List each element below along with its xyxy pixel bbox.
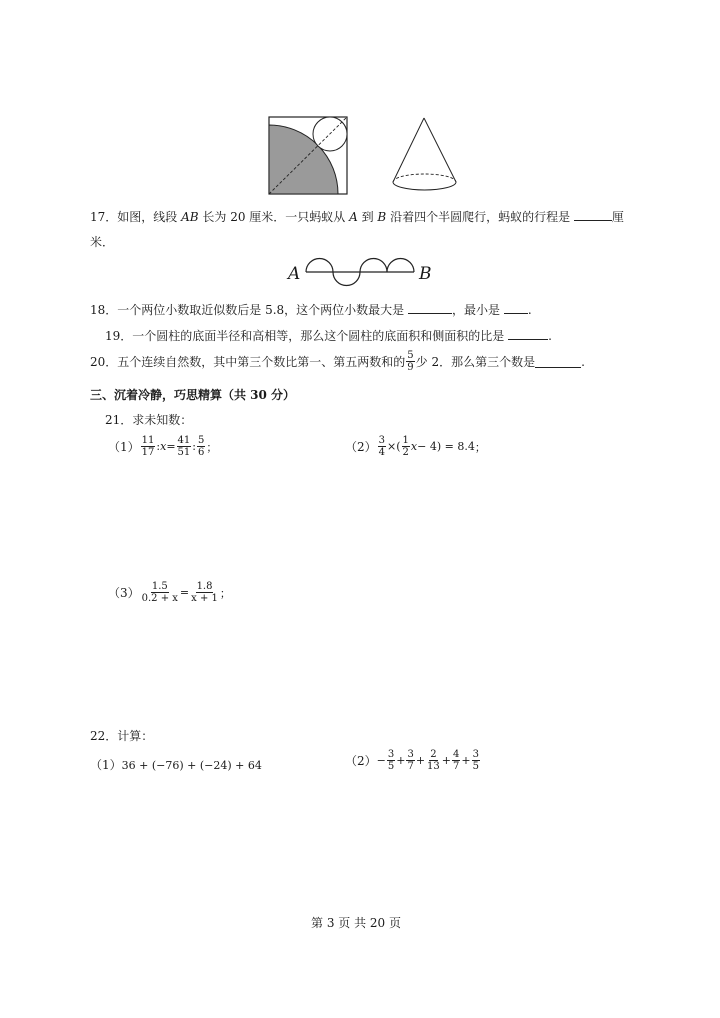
q17-text-b: 长为 20 厘米．一只蚂蚁从	[198, 210, 350, 224]
cone-figure	[390, 116, 462, 194]
q21-p3-label: （3）	[108, 585, 140, 600]
q17-answer-blank[interactable]	[574, 208, 612, 221]
q22-p1-label: （1）	[90, 758, 122, 772]
question-19	[105, 327, 552, 344]
q20-text-a: 20．五个连续自然数，其中第三个数比第一、第五两数和的	[90, 354, 406, 369]
q18-text-b: ，最小是	[452, 303, 504, 317]
section-3-title: 三、沉着冷静，巧思精算（共 30 分）	[90, 388, 296, 402]
page-footer: 第 3 页 共 20 页	[311, 916, 401, 930]
q21-p2-label: （2）	[345, 439, 377, 454]
q21-part3: （3） $\frac{1.5}{0.2 + x}$ = $\frac{1.8}{x + 1}$ ；	[108, 581, 231, 604]
q17-label-a: A	[288, 264, 301, 284]
q20-fraction: $\frac{5}{9}$	[407, 350, 414, 373]
q20-text-c: .	[581, 354, 585, 369]
question-20	[90, 350, 585, 373]
q22-part2: （2） − $\frac{3}{5}$ + $\frac{3}{7}$ + $\frac{2}{13}$ + $\frac{4}{7}$ + $\frac{3}{5}$	[345, 749, 479, 772]
q21-part2: （2） $\frac{3}{4}$ ×( $\frac{1}{2}$ x − 4) = 8.4 ；	[345, 435, 486, 458]
q17-line2: 米．	[90, 235, 115, 249]
q17-text-d: 沿着四个半圆爬行，蚂蚁的行程是	[386, 210, 574, 224]
semicircle-path-figure	[304, 256, 416, 288]
question-18	[90, 301, 532, 318]
q22-p2-label: （2）	[345, 753, 377, 768]
q17-ab: AB	[181, 210, 199, 224]
q17-text-a: 17．如图，线段	[90, 210, 182, 224]
q18-text-a: 18．一个两位小数取近似数后是 5.8，这个两位小数最大是	[90, 303, 408, 317]
q22-p1-expression: 36 + (−76) + (−24) + 64	[121, 758, 262, 772]
q22-part1	[90, 757, 262, 773]
q17-b: B	[377, 210, 387, 224]
q21-part1: （1） $\frac{11}{17}$ : x = $\frac{41}{51}$ : $\frac{5}{6}$ ；	[108, 435, 218, 458]
question-17-line2	[90, 234, 114, 250]
square-figure	[268, 116, 350, 196]
q17-label-b: B	[419, 264, 432, 284]
q19-blank[interactable]	[508, 327, 548, 340]
q21-p1-label: （1）	[108, 439, 140, 454]
q19-text-b: .	[548, 329, 552, 343]
q21-title: 21．求未知数：	[105, 413, 193, 427]
q17-a: A	[349, 210, 358, 224]
q17-text-c: 到	[357, 210, 378, 224]
q18-text-c: .	[527, 303, 532, 317]
q22-title: 22．计算：	[90, 729, 154, 743]
question-17-line1	[90, 208, 624, 225]
q18-blank-min[interactable]	[504, 301, 528, 314]
q18-blank-max[interactable]	[408, 301, 452, 314]
q17-text-e: 厘	[611, 210, 624, 224]
q20-text-b: 少 2．那么第三个数是	[415, 354, 536, 369]
q20-blank[interactable]	[535, 355, 581, 368]
q19-text-a: 19．一个圆柱的底面半径和高相等，那么这个圆柱的底面积和侧面积的比是	[105, 329, 509, 343]
